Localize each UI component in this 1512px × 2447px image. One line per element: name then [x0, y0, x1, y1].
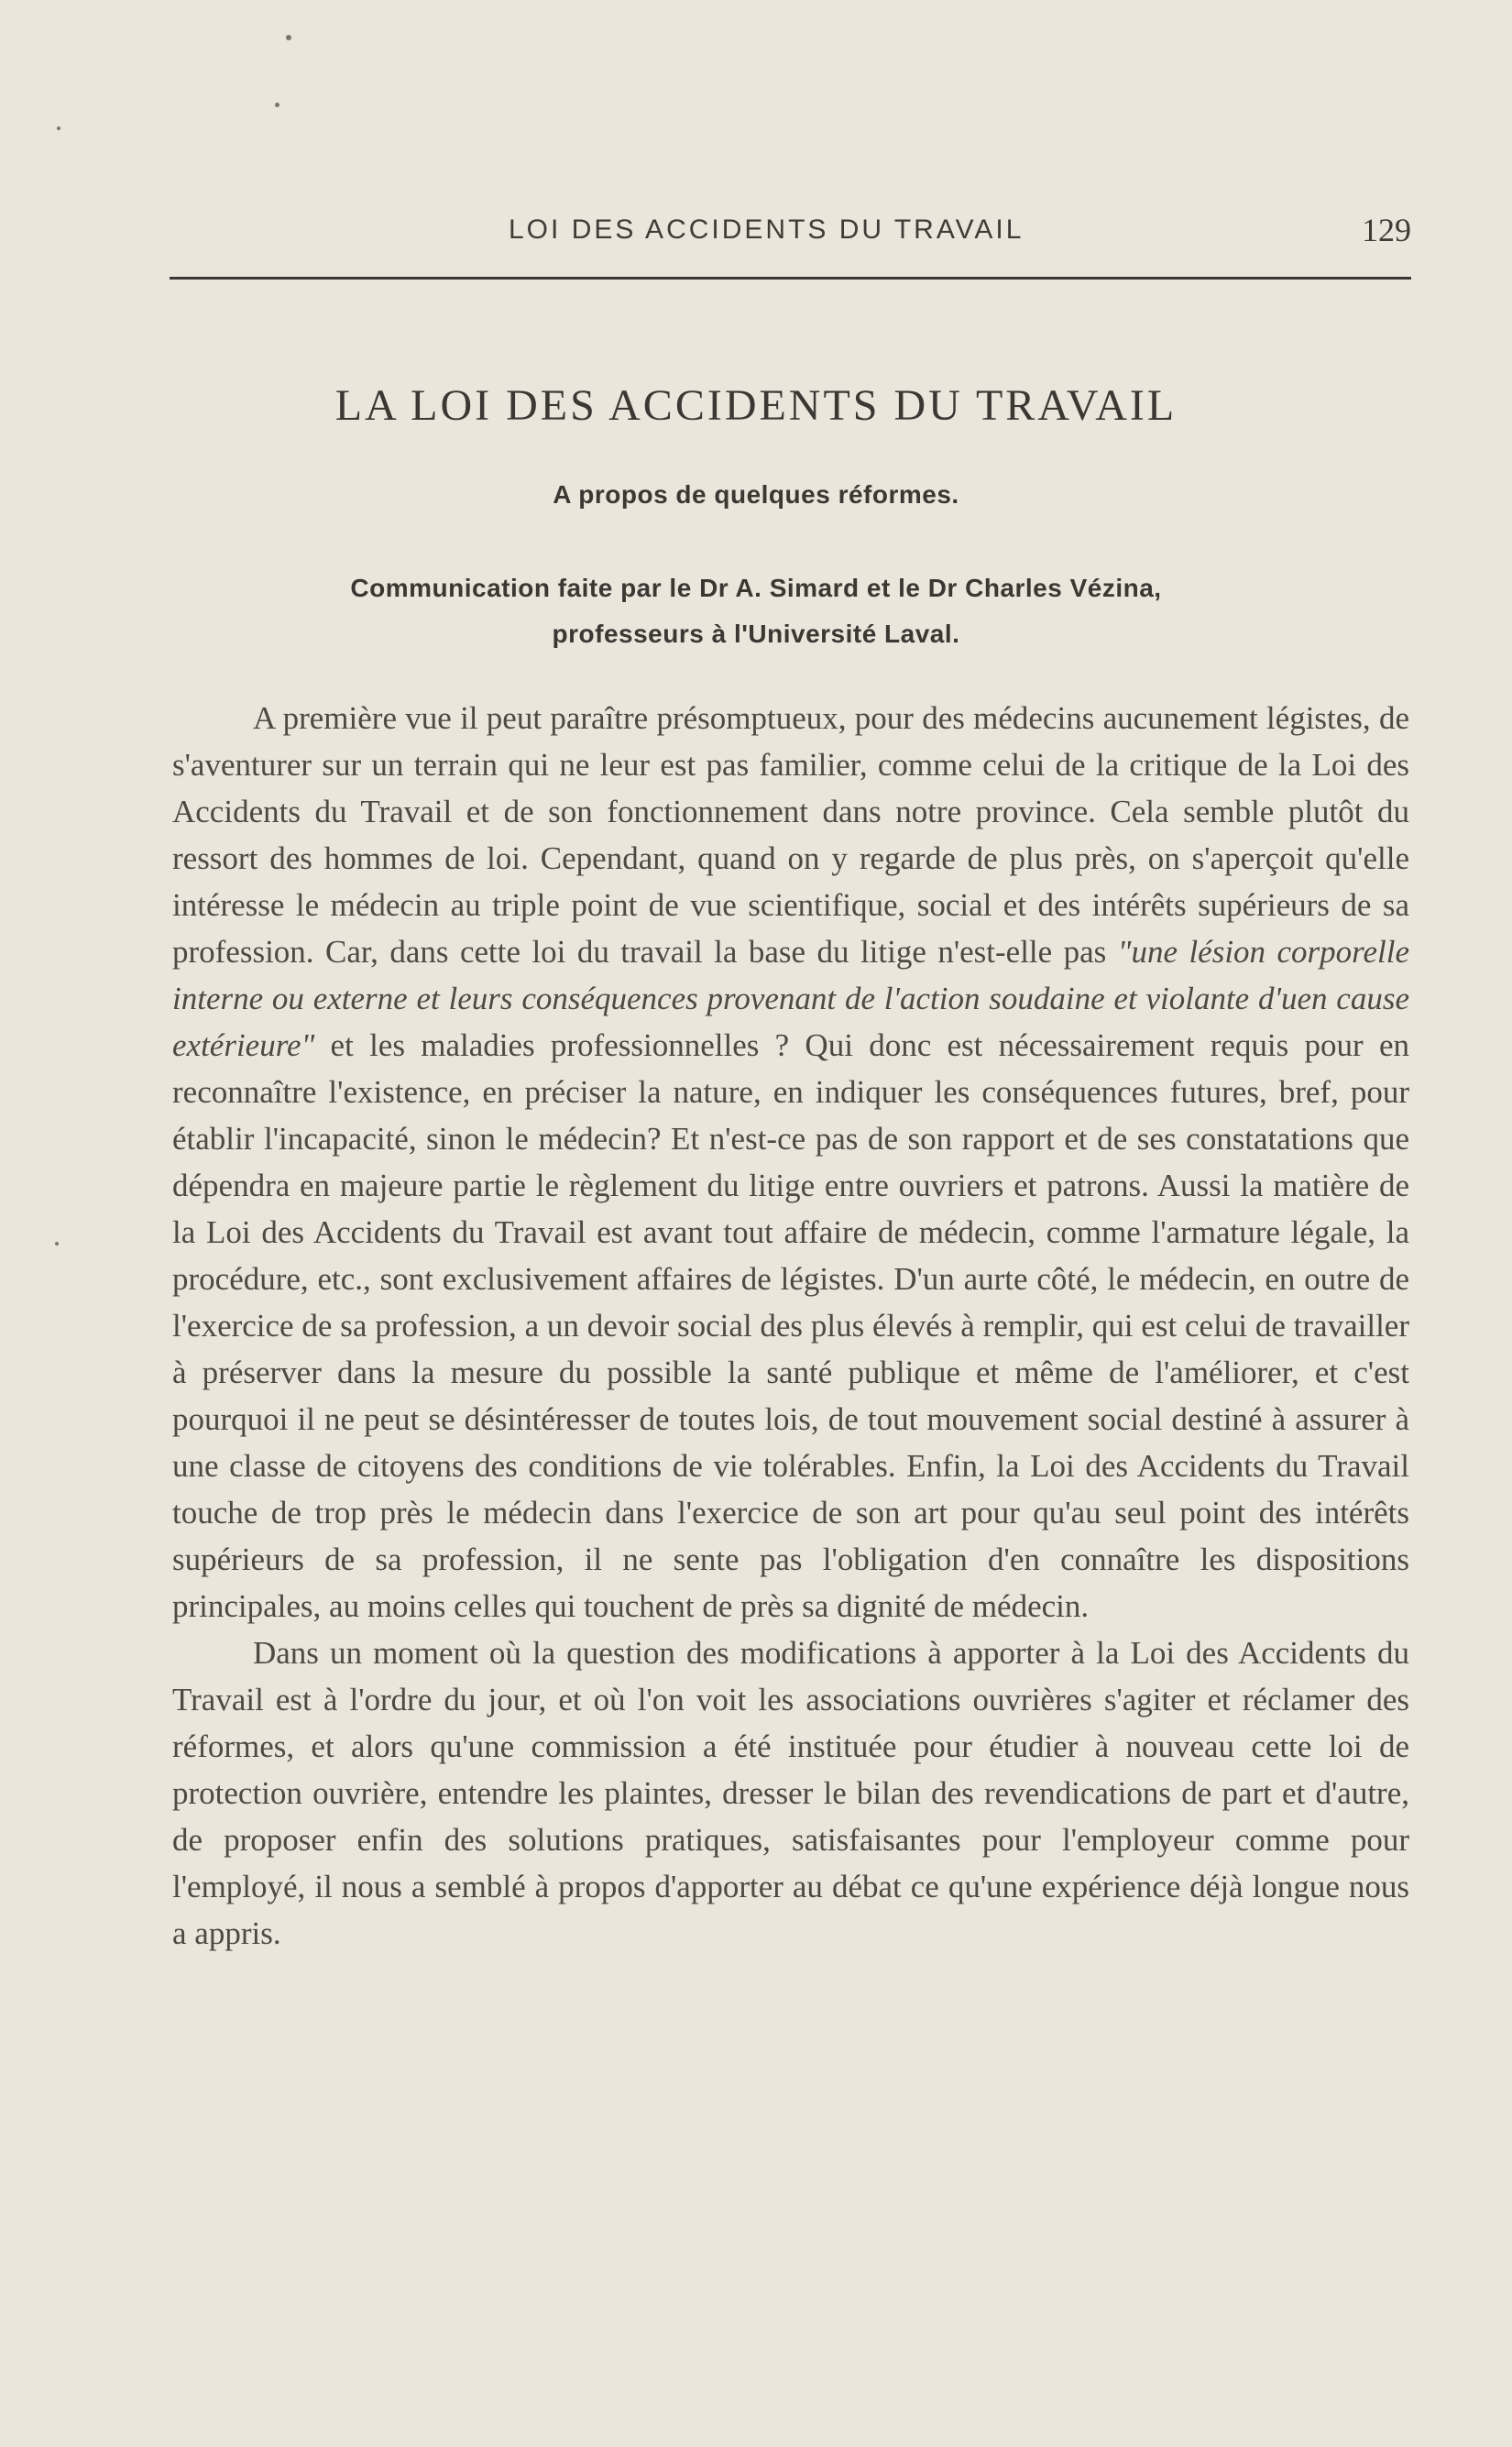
- running-header: [170, 211, 1411, 257]
- scan-speck: [286, 35, 291, 40]
- paragraph-2: Dans un moment où la question des modifications à apporter à la Loi des Accidents du Travail est à l'ordre du jour, et où l'on voit les associations ouvrières s'agiter et réclamer des réformes, et alors qu'une commission a été instituée pour étudier à nouveau cette loi de protection ouvrière, entendre les plaintes, dresser le bilan des revendications de part et d'autre, de proposer enfin des solutions pratiques, satisfaisantes pour l'employeur comme pour l'employé, il nous a semblé à propos d'apporter au débat ce qu'une expérience déjà longue nous a appris.: [172, 1635, 1409, 1951]
- running-title: LOI DES ACCIDENTS DU TRAVAIL: [509, 214, 1024, 245]
- article-byline-authors: Communication faite par le Dr A. Simard et le Dr Charles Vézina,: [350, 574, 1162, 602]
- scan-speck: [57, 126, 60, 130]
- paragraph-1-quote: "une lésion corporelle interne ou externe et leurs conséquences provenant de l'action soudaine et violante d'uen cause extérieure": [172, 934, 1409, 1063]
- article-body: [172, 695, 1409, 1957]
- paragraph-1-part-1: A première vue il peut paraître présomptueux, pour des médecins aucunement légistes, de s'aventurer sur un terrain qui ne leur est pas familier, comme celui de la critique de la Loi des Accidents du Travail et de son fonctionnement dans notre province. Cela semble plutôt du ressort des hommes de loi. Cependant, quand on y regarde de plus près, on s'aperçoit qu'elle intéresse le médecin au triple point de vue scientifique, social et des intérêts supérieurs de sa profession. Car, dans cette loi du travail la base du litige n'est-elle pas: [172, 700, 1409, 970]
- paragraph-1: [172, 695, 1409, 1630]
- article-title: LA LOI DES ACCIDENTS DU TRAVAIL: [334, 381, 1178, 430]
- header-rule: [170, 277, 1411, 280]
- scan-speck: [275, 103, 279, 107]
- paragraph-1-part-2: et les maladies professionnelles ? Qui donc est nécessairement requis pour en reconnaître l'existence, en préciser la nature, en indiquer les conséquences futures, bref, pour établir l'incapacité, sinon le médecin? Et n'est-ce pas de son rapport et de ses constatations que dépendra en majeure partie le règlement du litige entre ouvriers et patrons. Aussi la matière de la Loi des Accidents du Travail est avant tout affaire de médecin, comme l'armature légale, la procédure, etc., sont exclusivement affaires de légistes. D'un aurte côté, le médecin, en outre de l'exercice de sa profession, a un devoir social des plus élevés à remplir, qui est celui de travailler à préserver dans la mesure du possible la santé publique et même de l'améliorer, et c'est pourquoi il ne peut se désintéresser de toutes lois, de tout mouvement social destiné à assurer à une classe de citoyens des conditions de vie tolérables. Enfin, la Loi des Accidents du Travail touche de trop près le médecin dans l'exercice de son art pour qu'au seul point des intérêts supérieurs de sa profession, il ne sente pas l'obligation d'en connaître les dispositions principales, au moins celles qui touchent de près sa dignité de médecin.: [172, 1027, 1409, 1624]
- page-number: 129: [1362, 212, 1411, 248]
- article-subtitle: A propos de quelques réformes.: [553, 480, 959, 509]
- scan-speck: [55, 1242, 59, 1245]
- article-byline-affiliation: professeurs à l'Université Laval.: [552, 620, 960, 648]
